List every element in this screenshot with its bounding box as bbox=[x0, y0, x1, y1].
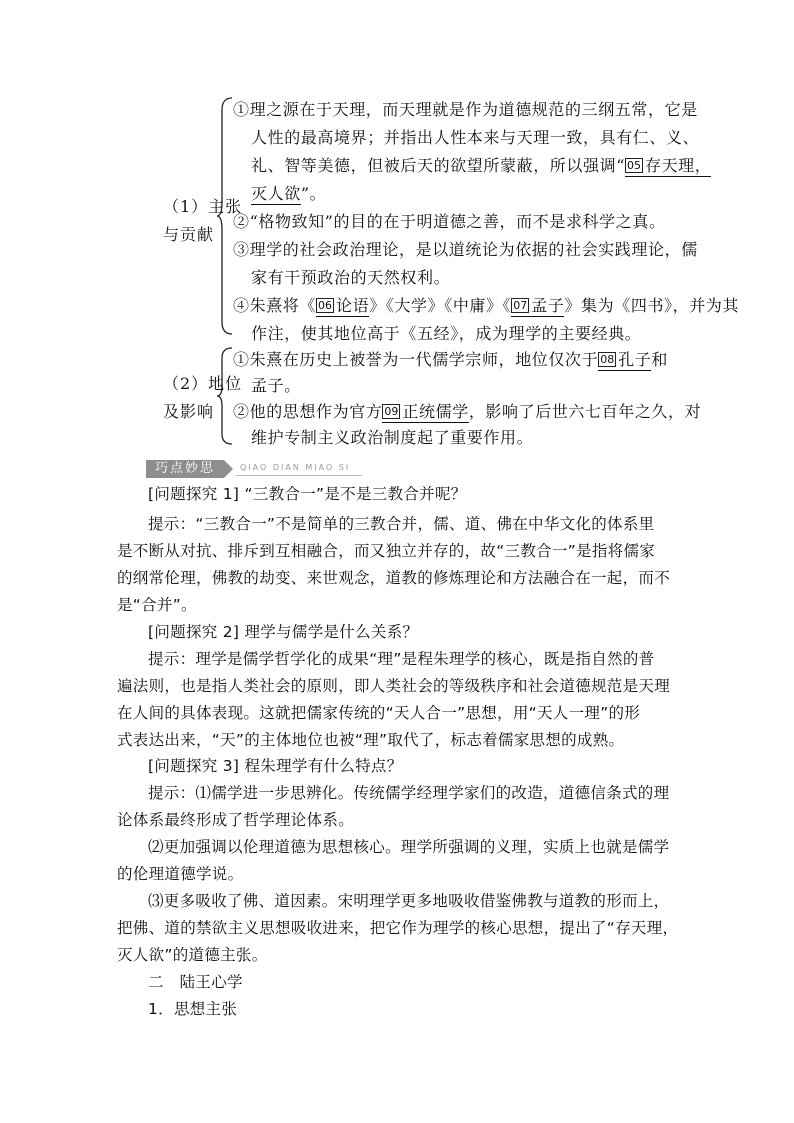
answer-05-part1: 存天理， bbox=[644, 156, 712, 175]
blank-number-08: 08 bbox=[600, 353, 615, 366]
g2-item1-text-b: 和 bbox=[651, 350, 669, 369]
answer-1-line4: 是“合并”。 bbox=[117, 596, 197, 614]
tip-banner-tag: 巧点妙思 bbox=[146, 460, 224, 478]
blank-09 bbox=[382, 402, 468, 423]
question-1-heading: [问题探究 1] “三教合一”是不是三教合并呢？ bbox=[148, 485, 467, 503]
g2-item2-text-b: ，影响了后世六七百年之久，对 bbox=[468, 402, 702, 421]
g1-item4-text-b: 》《大学》《中庸》《 bbox=[369, 296, 512, 315]
answer-2-line3: 在人间的具体表现。这就把儒家传统的“天人合一”思想，用“天人一理”的形 bbox=[117, 704, 641, 722]
answer-3-line6: 把佛、道的禁欲主义思想吸收进来，把它作为理学的核心思想，提出了“存天理， bbox=[117, 919, 679, 937]
g1-item2-line1: ②“格物致知”的目的在于明道德之善，而不是求科学之真。 bbox=[233, 212, 666, 231]
g2-item2-text-a: ②他的思想作为官方 bbox=[233, 402, 383, 421]
g2-item1-line2: 孟子。 bbox=[251, 376, 301, 395]
group2-label-line2: 及影响 bbox=[163, 402, 215, 421]
tip-banner-rule bbox=[236, 475, 362, 476]
g1-item4-line2: 作注，使其地位高于《五经》，成为理学的主要经典。 bbox=[251, 324, 642, 343]
answer-07: 孟子 bbox=[531, 296, 565, 315]
g1-item1-line4 bbox=[251, 180, 326, 208]
answer-2-line2: 遍法则，也是指人类社会的原则，即人类社会的等级秩序和社会道德规范是天理 bbox=[117, 677, 671, 695]
answer-09: 正统儒学 bbox=[402, 402, 469, 421]
g2-item2-line1 bbox=[233, 398, 701, 426]
question-2-heading: [问题探究 2] 理学与儒学是什么关系？ bbox=[148, 623, 419, 641]
answer-3-line1: 提示：⑴儒学进一步思辨化。传统儒学经理学家们的改造，道德信条式的理 bbox=[148, 784, 670, 802]
answer-05-part2: 灭人欲 bbox=[251, 184, 301, 203]
g1-item3-line1: ③理学的社会政治理论，是以道统论为依据的社会实践理论，儒 bbox=[233, 240, 698, 259]
tip-banner-pinyin: QIAO DIAN MIAO SI bbox=[240, 463, 351, 472]
g1-item3-line2: 家有干预政治的天然权利。 bbox=[251, 268, 451, 287]
answer-3-line4: 的伦理道德学说。 bbox=[117, 865, 244, 883]
answer-3-line2: 论体系最终形成了哲学理论体系。 bbox=[117, 811, 355, 829]
blank-number-06: 06 bbox=[318, 299, 333, 312]
answer-06: 论语 bbox=[336, 296, 370, 315]
blank-05 bbox=[625, 156, 711, 177]
answer-08: 孔子 bbox=[618, 350, 652, 369]
blank-07 bbox=[511, 296, 564, 317]
group1-label-line1: （1）主张 bbox=[163, 197, 243, 216]
group2-label-line1: （2）地位 bbox=[163, 374, 243, 393]
answer-2-line4: 式表达出来，“天”的主体地位也被“理”取代了，标志着儒家思想的成熟。 bbox=[117, 731, 625, 749]
g1-item1-line2: 人性的最高境界；并指出人性本来与天理一致，具有仁、义、 bbox=[251, 128, 700, 147]
subsection-heading: 1．思想主张 bbox=[148, 1000, 238, 1018]
g1-item4-line1 bbox=[233, 292, 739, 320]
answer-3-line7: 灭人欲”的道德主张。 bbox=[117, 946, 268, 964]
blank-06 bbox=[316, 296, 369, 317]
g1-item1-line3-text: 礼、智等美德，但被后天的欲望所蒙蔽，所以强调“ bbox=[251, 156, 625, 175]
g2-item2-line2: 维护专制主义政治制度起了重要作用。 bbox=[251, 428, 534, 447]
answer-1-line1: 提示：“三教合一”不是简单的三教合并，儒、道、佛在中华文化的体系里 bbox=[148, 515, 655, 533]
tip-banner bbox=[146, 460, 362, 478]
g1-item1-line3 bbox=[251, 152, 711, 180]
g2-item1-line1 bbox=[233, 346, 668, 374]
answer-2-line1: 提示：理学是儒学哲学化的成果“理”是程朱理学的核心，既是指自然的普 bbox=[148, 650, 655, 668]
group1-brace bbox=[216, 96, 234, 336]
answer-3-line5: ⑶更多吸收了佛、道因素。宋明理学更多地吸收借鉴佛教与道教的形而上， bbox=[148, 892, 670, 910]
blank-08 bbox=[598, 350, 651, 371]
g1-item4-text-c: 》集为《四书》，并为其 bbox=[564, 296, 740, 315]
section-heading: 二 陆王心学 bbox=[148, 973, 243, 991]
blank-number-05: 05 bbox=[626, 159, 641, 172]
blank-number-09: 09 bbox=[384, 405, 399, 418]
g1-item1-line4-text: ”。 bbox=[300, 184, 327, 203]
group2-brace bbox=[216, 346, 234, 446]
answer-1-line2: 是不断从对抗、排斥到互相融合，而又独立并存的，故“三教合一”是指将儒家 bbox=[117, 542, 656, 560]
g2-item1-text-a: ①朱熹在历史上被誉为一代儒学宗师，地位仅次于 bbox=[233, 350, 599, 369]
answer-1-line3: 的纲常伦理，佛教的劫变、来世观念，道教的修炼理论和方法融合在一起，而不 bbox=[117, 569, 671, 587]
g1-item4-text-a: ④朱熹将《 bbox=[233, 296, 317, 315]
blank-number-07: 07 bbox=[513, 299, 528, 312]
group1-label-line2: 与贡献 bbox=[163, 225, 215, 244]
g1-item1-line1: ①理之源在于天理，而天理就是作为道德规范的三纲五常，它是 bbox=[233, 100, 698, 119]
question-3-heading: [问题探究 3] 程朱理学有什么特点？ bbox=[148, 757, 403, 775]
answer-3-line3: ⑵更加强调以伦理道德为思想核心。理学所强调的义理，实质上也就是儒学 bbox=[148, 838, 670, 856]
